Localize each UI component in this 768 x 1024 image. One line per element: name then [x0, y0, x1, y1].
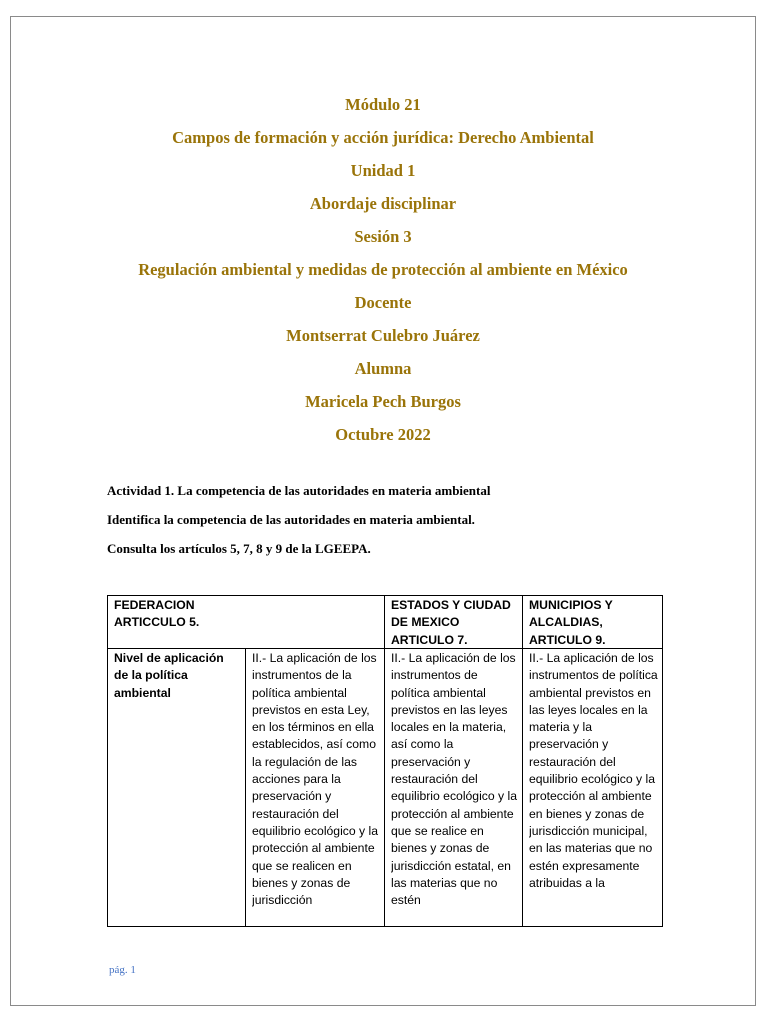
student-label: Alumna — [354, 359, 412, 378]
federacion-cell — [246, 649, 385, 927]
municipios-cell — [523, 649, 663, 927]
estados-cell — [385, 649, 523, 927]
header-estados-text: ESTADOS Y CIUDAD DE MEXICO ARTICULO 7. — [391, 598, 511, 647]
estados-text: II.- La aplicación de los instrumentos de política ambiental previstos en las leyes locales en la materia, así como la preservación y restauración del equilibrio ecológico y la protección al ambiente que se realice en bienes y zonas de jurisdicción estatal, en las materias que no estén — [391, 651, 518, 908]
date: Octubre 2022 — [335, 425, 431, 444]
unit-title: Unidad 1 — [350, 161, 416, 180]
course-title: Campos de formación y acción jurídica: Derecho Ambiental — [172, 128, 594, 147]
header-municipios-text: MUNICIPIOS Y ALCALDIAS, ARTICULO 9. — [529, 598, 613, 647]
federacion-text: II.- La aplicación de los instrumentos de la política ambiental previstos en esta Ley, en los términos en ella establecidos, así como la regulación de las acciones para la preservación y restauración del equilibrio ecológico y la protección al ambiente que se realicen en bienes y zonas de jurisdicción — [252, 651, 379, 908]
teacher-label: Docente — [354, 293, 412, 312]
activity-instruction: Identifica la competencia de las autoridades en materia ambiental. — [107, 512, 475, 527]
session-topic: Regulación ambiental y medidas de protección al ambiente en México — [138, 260, 628, 279]
table-header-row — [108, 596, 663, 649]
municipios-text: II.- La aplicación de los instrumentos de política ambiental previstos en las leyes locales en la materia y la preservación y restauración del equilibrio ecológico y la protección al ambiente en bienes y zonas de jurisdicción municipal, en las materias que no estén expresamente atribuidas a la — [529, 651, 658, 890]
competence-table — [107, 595, 663, 927]
page-number: pág. 1 — [109, 964, 136, 976]
module-title: Módulo 21 — [345, 95, 421, 114]
header-municipios — [523, 596, 663, 649]
header-federacion-text: FEDERACION ARTICCULO 5. — [114, 598, 200, 630]
activity-reference: Consulta los artículos 5, 7, 8 y 9 de la LGEEPA. — [107, 541, 371, 556]
header-estados — [385, 596, 523, 649]
title-block — [11, 95, 755, 458]
row-label-cell — [108, 649, 246, 927]
approach-title: Abordaje disciplinar — [309, 194, 457, 213]
table-row — [108, 649, 663, 927]
activity-title: Actividad 1. La competencia de las autoridades en materia ambiental — [107, 483, 491, 498]
teacher-name: Montserrat Culebro Juárez — [286, 326, 480, 345]
header-federacion — [108, 596, 385, 649]
document-page — [10, 16, 756, 1006]
row-label: Nivel de aplicación de la política ambiental — [114, 651, 224, 700]
activity-intro — [107, 483, 667, 570]
session-title: Sesión 3 — [354, 227, 412, 246]
student-name: Maricela Pech Burgos — [305, 392, 461, 411]
